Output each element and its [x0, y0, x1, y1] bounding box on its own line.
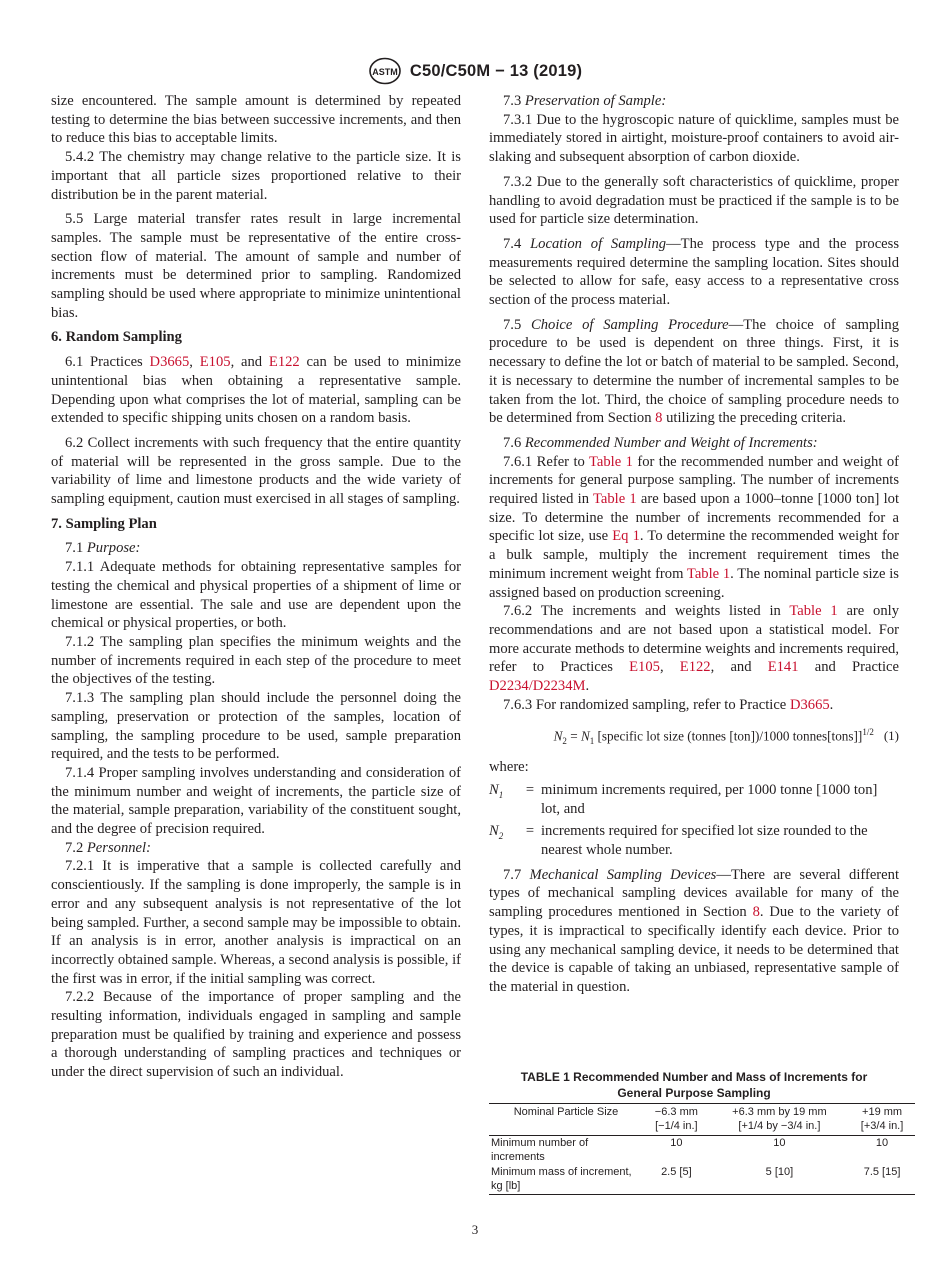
- page-header: [0, 56, 950, 86]
- link-e122[interactable]: E122: [268, 354, 300, 371]
- paragraph-7-4: 7.4 Location of Sampling—The process type and the process measurements required determine the sampling location. Sites should be selected to allow for safe, easy access to a representative cross section of the process material.: [489, 235, 900, 309]
- document-id: C50/C50M − 13 (2019): [409, 61, 583, 80]
- paragraph-7-6-3: 7.6.3 For randomized sampling, refer to Practice D3665.: [503, 696, 834, 713]
- variable-definition: $N_2$ = increments required for specified lot size rounded to the nearest whole number.: [489, 823, 868, 859]
- link-table-1[interactable]: Table 1: [789, 603, 838, 620]
- link-table-1[interactable]: Table 1: [592, 491, 637, 508]
- link-e105[interactable]: E105: [199, 354, 231, 371]
- link-e105[interactable]: E105: [629, 659, 660, 676]
- paragraph-7-1-1: 7.1.1 Adequate methods for obtaining representative samples for testing the chemical and physical properties of a shipment of lime or limestone are essential. The sale and use are dependent upon the chemical or physical properties, or both.: [51, 559, 461, 632]
- link-e141[interactable]: E141: [767, 659, 799, 676]
- link-table-1[interactable]: Table 1: [686, 565, 731, 582]
- paragraph-5-5: 5.5 Large material transfer rates result in large incremental samples. The sample must be representative of the entire cross-section flow of material. The amount of sample and number of increments must be determined prior to sampling. Randomized sampling should be used where appropriate to minimize unintentional bias.: [51, 211, 461, 321]
- paragraph-7-1-2: 7.1.2 The sampling plan specifies the minimum weights and the number of increments required in each step of the procedure to meet the objectives of the testing.: [51, 633, 461, 688]
- paragraph-7-1-3: 7.1.3 The sampling plan should include the personnel doing the sampling, preservation or protection of the samples, location of sampling, the sampling procedure to be used, sample preparation required, and the tests to be performed.: [51, 690, 461, 763]
- paragraph-continuation: size encountered. The sample amount is determined by repeated testing to determine the bias between successive increments, and then to reduce this bias to acceptable limits.: [51, 93, 461, 147]
- table-header-cell: +6.3 mm by 19 mm [+1/4 by −3/4 in.]: [732, 1106, 827, 1132]
- equation-1: [489, 723, 899, 751]
- equation-number: (1): [883, 727, 899, 743]
- section-heading-7: 7. Sampling Plan: [51, 515, 157, 532]
- table-row: Minimum mass of increment, kg [lb] 2.5 [5] 5 [10] 7.5 [15]: [489, 1165, 915, 1195]
- paragraph-7-6: 7.6 Recommended Number and Weight of Increments:: [503, 434, 818, 451]
- table-header-cell: Nominal Particle Size: [513, 1106, 619, 1118]
- table-1: [489, 1103, 915, 1195]
- paragraph-7-5: 7.5 Choice of Sampling Procedure—The choice of sampling procedure to be used is dependent on three things. First, it is necessary to define the lot or batch of material to be sampled. Second, it is necessary to determine the number of incremental samples to be taken from the lot. Third, the choice of sampling procedure needs to be determined from Section 8 utilizing the preceding criteria.: [489, 316, 899, 427]
- paragraph-6-1: 6.1 Practices D3665, E105, and E122 can be used to minimize unintentional bias when obtaining a representative sample. Depending upon what comprises the lot of material, sampling can be extended to specific shipping units chosen on a random basis.: [51, 354, 462, 427]
- paragraph-7-6-1: 7.6.1 Refer to Table 1 for the recommended number and weight of increments for general purpose sampling. The number of increments required listed in Table 1 are based upon a 1000–tonne [1000 ton] lot size. To determine the number of increments recommended for a specific lot size, use Eq 1. To determine the recommended weight for a bulk sample, multiply the increment requirement times the minimum increment weight from Table 1. The nominal particle size is assigned based on production screening.: [489, 453, 899, 601]
- link-e122[interactable]: E122: [679, 659, 711, 676]
- variable-definition: $N_1$ = minimum increments required, per 1000 tonne [1000 ton] lot, and: [489, 781, 878, 817]
- left-column: [51, 92, 461, 1082]
- link-d3665[interactable]: D3665: [149, 354, 190, 371]
- paragraph-7-3: 7.3 Preservation of Sample:: [503, 93, 667, 109]
- equation-body: $N_2 = N_1$ [specific lot size (tonnes [ton])/1000 tonnes[tons]]$^{1/2}$: [553, 726, 874, 746]
- svg-text:ASTM: ASTM: [372, 67, 398, 77]
- section-heading-6: 6. Random Sampling: [51, 329, 182, 346]
- paragraph-5-4-2: 5.4.2 The chemistry may change relative to the particle size. It is important that all particle sizes proportioned relative to their distribution be in the parent material.: [51, 149, 461, 203]
- table-header-cell: −6.3 mm [−1/4 in.]: [654, 1106, 698, 1132]
- paragraph-7-3-2: 7.3.2 Due to the generally soft characteristics of quicklime, proper handling to avoid degradation must be practiced if the sample is to be used for particle size determination.: [489, 173, 899, 228]
- link-section-8[interactable]: 8: [655, 410, 663, 427]
- paragraph-7-7: 7.7 Mechanical Sampling Devices—There are several different types of mechanical sampling devices available for many of the sampling procedures mentioned in Section 8. Due to the variety of types, it is impractical to specifically identify each device. Prior to using any mechanical sampling device, it needs to be determined that the device is capable of taking an unbiased, representative sample of the material in question.: [489, 866, 900, 995]
- link-d3665[interactable]: D3665: [789, 696, 830, 713]
- table-1-caption: TABLE 1 Recommended Number and Mass of Increments for General Purpose Sampling: [520, 1070, 868, 1100]
- table-row: Minimum number of increments 10 10 10: [491, 1137, 889, 1163]
- paragraph-7-6-2: 7.6.2 The increments and weights listed in Table 1 are only recommendations and are not based upon a statistical model. For more accurate methods to determine weights and increments required, refer to Practices E105, E122, and E141 and Practice D2234/D2234M.: [489, 603, 899, 695]
- where-label: where:: [489, 759, 529, 776]
- paragraph-7-2-1: 7.2.1 It is imperative that a sample is collected carefully and conscientiously. If the sampling is done improperly, the sample is in error and any subsequent analysis is not representative of the lot being sampled. Further, a second sample may be impossible to obtain. If an analysis is in error, another analysis is impractical on an incorrectly obtained sample. Whereas, a second analysis is possible, if the first was in error, if the initial sampling was correct.: [51, 858, 461, 987]
- astm-logo-icon: [368, 57, 402, 85]
- right-column: [489, 92, 899, 997]
- page-number: 3: [471, 1222, 479, 1237]
- table-header-row: [489, 1104, 915, 1136]
- paragraph-7-3-1: 7.3.1 Due to the hygroscopic nature of quicklime, samples must be immediately stored in airtight, moisture-proof containers to avoid air-slaking and subsequent absorption of carbon dioxide.: [489, 111, 899, 166]
- paragraph-7-1-4: 7.1.4 Proper sampling involves understanding and consideration of the minimum number and weight of increments, the particle size of the material, sample preparation, variability of the constituent sought, and the degree of precision required.: [51, 764, 461, 838]
- link-eq-1[interactable]: Eq 1: [612, 528, 640, 545]
- paragraph-7-1: 7.1 Purpose:: [65, 540, 141, 557]
- link-d2234[interactable]: D2234/D2234M: [489, 678, 586, 695]
- paragraph-6-2: 6.2 Collect increments with such frequency that the entire quantity of material will be represented in the gross sample. Due to the variability of lime and limestone products and the wide variety of sampling equipment, caution must exercised in all stages of sampling.: [51, 434, 461, 508]
- paragraph-7-2: 7.2 Personnel:: [65, 839, 151, 856]
- link-table-1[interactable]: Table 1: [588, 453, 633, 470]
- paragraph-7-2-2: 7.2.2 Because of the importance of proper sampling and the resulting information, individuals engaged in sampling and sample preparation must be qualified by training and experience and possess a thorough understanding of sampling practices and techniques or under the direct supervision of such an individual.: [51, 989, 461, 1081]
- table-header-cell: +19 mm [+3/4 in.]: [860, 1106, 904, 1132]
- link-section-8[interactable]: 8: [752, 904, 760, 921]
